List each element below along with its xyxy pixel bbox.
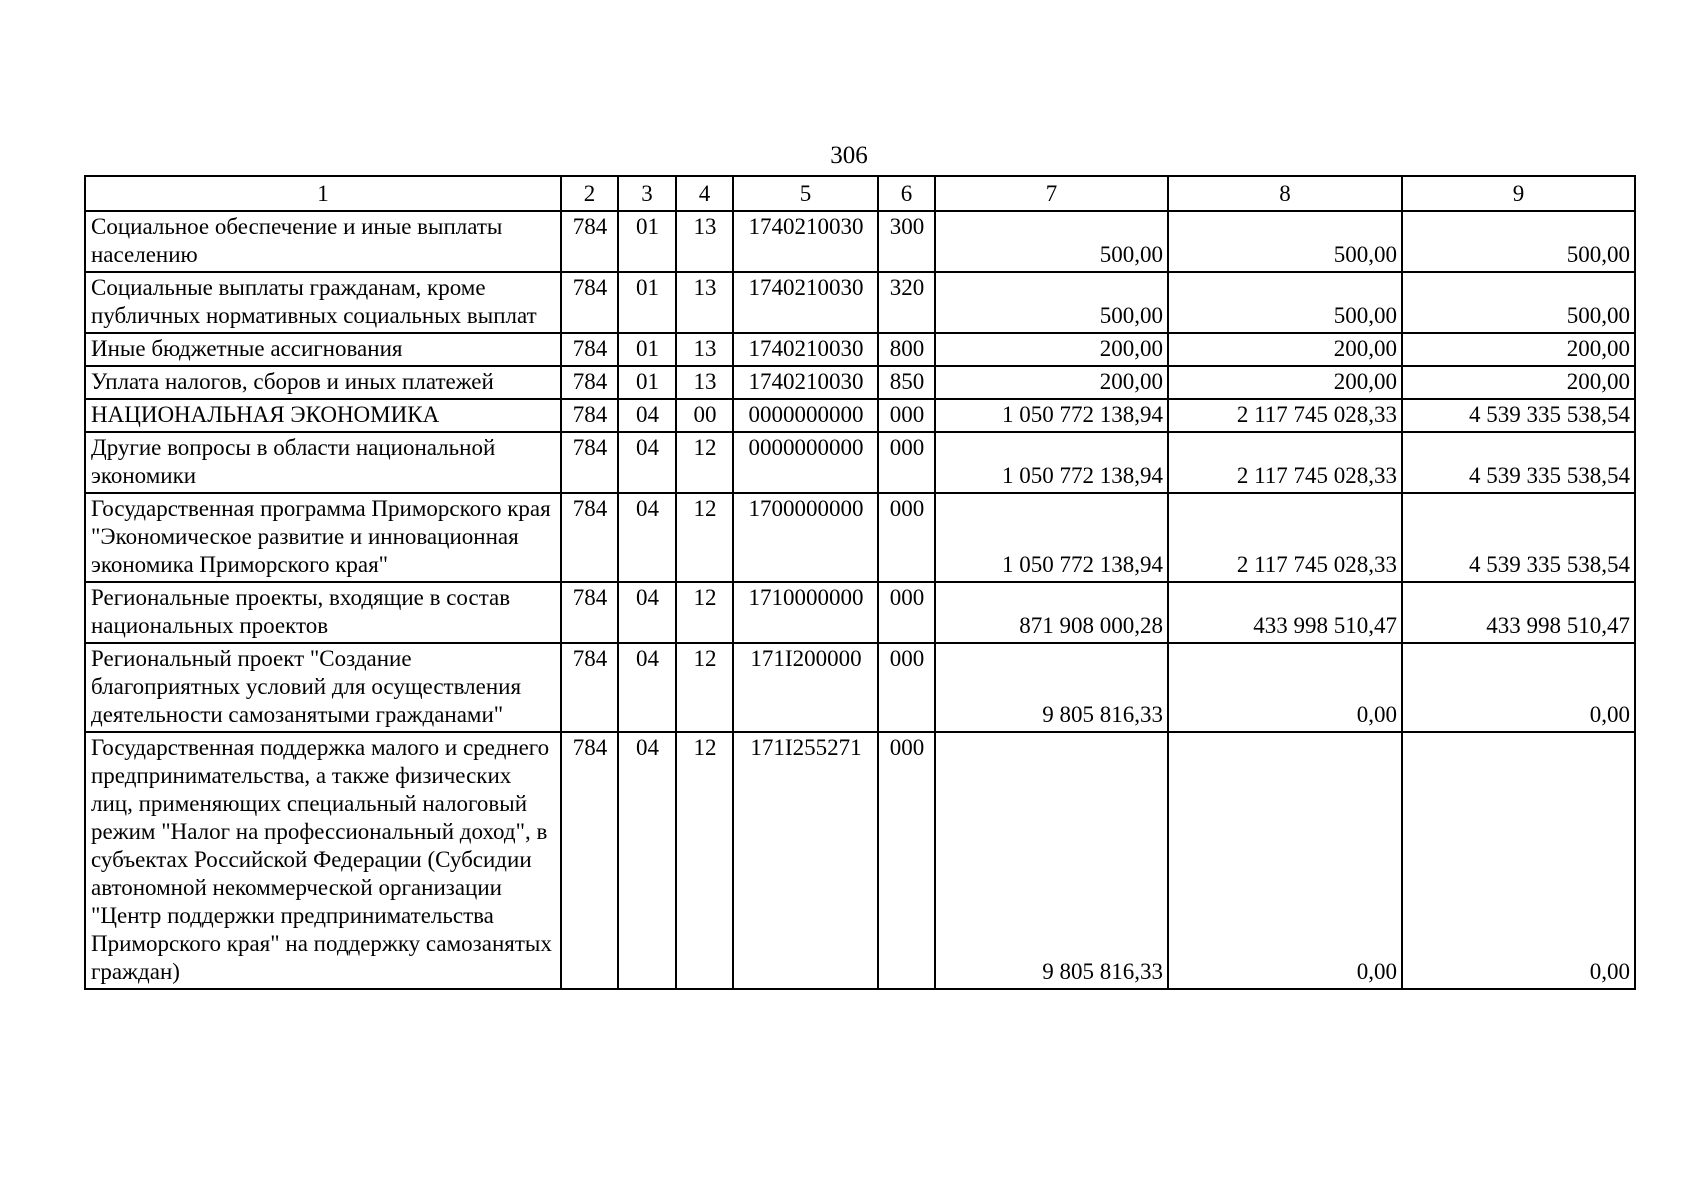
- column-header: 1: [85, 176, 561, 211]
- item-name: Региональные проекты, входящие в состав национальных проектов: [85, 582, 561, 643]
- amount-col-9: 4 539 335 538,54: [1402, 399, 1635, 432]
- amount-col-9: 200,00: [1402, 366, 1635, 399]
- code-vr: 800: [878, 333, 935, 366]
- item-name: Региональный проект "Создание благоприятных условий для осуществления деятельности самозанятыми гражданами": [85, 643, 561, 732]
- amount-col-9: 4 539 335 538,54: [1402, 432, 1635, 493]
- code-rz: 04: [618, 732, 676, 989]
- column-header: 2: [561, 176, 618, 211]
- table-row: [85, 272, 1635, 333]
- amount-col-8: 500,00: [1168, 211, 1402, 272]
- code-rz: 01: [618, 211, 676, 272]
- table-row: [85, 643, 1635, 732]
- amount-col-8: 0,00: [1168, 643, 1402, 732]
- code-gr: 784: [561, 732, 618, 989]
- amount-col-7: 871 908 000,28: [935, 582, 1168, 643]
- code-vr: 850: [878, 366, 935, 399]
- code-pr: 13: [676, 366, 733, 399]
- code-pr: 13: [676, 272, 733, 333]
- code-gr: 784: [561, 366, 618, 399]
- table-row: [85, 493, 1635, 582]
- table-row: [85, 399, 1635, 432]
- code-gr: 784: [561, 582, 618, 643]
- amount-col-9: 433 998 510,47: [1402, 582, 1635, 643]
- amount-col-7: 1 050 772 138,94: [935, 432, 1168, 493]
- item-name: Государственная поддержка малого и среднего предпринимательства, а также физических лиц, применяющих специальный налоговый режим "Налог на профессиональный доход", в субъектах Российской Федерации (Субсидии автономной некоммерческой организации "Центр поддержки предпринимательства Приморского края" на поддержку самозанятых граждан): [85, 732, 561, 989]
- code-csr: 1740210030: [733, 211, 878, 272]
- amount-col-8: 2 117 745 028,33: [1168, 432, 1402, 493]
- table-header-row: [85, 176, 1635, 211]
- code-csr: 1740210030: [733, 272, 878, 333]
- amount-col-8: 200,00: [1168, 366, 1402, 399]
- code-rz: 04: [618, 582, 676, 643]
- code-vr: 000: [878, 432, 935, 493]
- amount-col-8: 2 117 745 028,33: [1168, 399, 1402, 432]
- amount-col-9: 0,00: [1402, 732, 1635, 989]
- code-rz: 01: [618, 272, 676, 333]
- code-csr: 1710000000: [733, 582, 878, 643]
- code-rz: 01: [618, 333, 676, 366]
- budget-table: [84, 175, 1636, 990]
- amount-col-9: 500,00: [1402, 272, 1635, 333]
- amount-col-9: 500,00: [1402, 211, 1635, 272]
- amount-col-7: 500,00: [935, 211, 1168, 272]
- code-pr: 13: [676, 211, 733, 272]
- code-rz: 04: [618, 643, 676, 732]
- code-gr: 784: [561, 493, 618, 582]
- code-pr: 12: [676, 432, 733, 493]
- table-body: [85, 211, 1635, 989]
- amount-col-7: 200,00: [935, 333, 1168, 366]
- table-row: [85, 732, 1635, 989]
- code-vr: 000: [878, 399, 935, 432]
- column-header: 3: [618, 176, 676, 211]
- column-header: 7: [935, 176, 1168, 211]
- item-name: Государственная программа Приморского края "Экономическое развитие и инновационная экономика Приморского края": [85, 493, 561, 582]
- code-csr: 0000000000: [733, 432, 878, 493]
- amount-col-9: 4 539 335 538,54: [1402, 493, 1635, 582]
- item-name: Уплата налогов, сборов и иных платежей: [85, 366, 561, 399]
- column-header: 8: [1168, 176, 1402, 211]
- table-row: [85, 333, 1635, 366]
- column-header: 9: [1402, 176, 1635, 211]
- code-pr: 12: [676, 643, 733, 732]
- code-csr: 171I200000: [733, 643, 878, 732]
- code-vr: 320: [878, 272, 935, 333]
- amount-col-9: 200,00: [1402, 333, 1635, 366]
- code-rz: 04: [618, 493, 676, 582]
- code-pr: 12: [676, 582, 733, 643]
- table-row: [85, 366, 1635, 399]
- amount-col-8: 2 117 745 028,33: [1168, 493, 1402, 582]
- amount-col-7: 1 050 772 138,94: [935, 399, 1168, 432]
- code-rz: 04: [618, 399, 676, 432]
- amount-col-8: 500,00: [1168, 272, 1402, 333]
- code-gr: 784: [561, 399, 618, 432]
- amount-col-9: 0,00: [1402, 643, 1635, 732]
- table-row: [85, 432, 1635, 493]
- code-pr: 13: [676, 333, 733, 366]
- code-csr: 171I255271: [733, 732, 878, 989]
- amount-col-7: 1 050 772 138,94: [935, 493, 1168, 582]
- item-name: НАЦИОНАЛЬНАЯ ЭКОНОМИКА: [85, 399, 561, 432]
- amount-col-8: 0,00: [1168, 732, 1402, 989]
- code-vr: 000: [878, 582, 935, 643]
- code-pr: 12: [676, 732, 733, 989]
- amount-col-7: 9 805 816,33: [935, 732, 1168, 989]
- code-rz: 01: [618, 366, 676, 399]
- code-vr: 000: [878, 643, 935, 732]
- code-pr: 00: [676, 399, 733, 432]
- code-rz: 04: [618, 432, 676, 493]
- table-row: [85, 582, 1635, 643]
- amount-col-8: 433 998 510,47: [1168, 582, 1402, 643]
- item-name: Социальное обеспечение и иные выплаты населению: [85, 211, 561, 272]
- code-vr: 300: [878, 211, 935, 272]
- table-row: [85, 211, 1635, 272]
- code-gr: 784: [561, 272, 618, 333]
- column-header: 4: [676, 176, 733, 211]
- column-header: 5: [733, 176, 878, 211]
- code-vr: 000: [878, 732, 935, 989]
- code-gr: 784: [561, 211, 618, 272]
- item-name: Иные бюджетные ассигнования: [85, 333, 561, 366]
- item-name: Другие вопросы в области национальной экономики: [85, 432, 561, 493]
- amount-col-7: 9 805 816,33: [935, 643, 1168, 732]
- page-number: 306: [830, 142, 868, 169]
- amount-col-7: 500,00: [935, 272, 1168, 333]
- item-name: Социальные выплаты гражданам, кроме публичных нормативных социальных выплат: [85, 272, 561, 333]
- code-vr: 000: [878, 493, 935, 582]
- amount-col-7: 200,00: [935, 366, 1168, 399]
- code-gr: 784: [561, 643, 618, 732]
- code-pr: 12: [676, 493, 733, 582]
- amount-col-8: 200,00: [1168, 333, 1402, 366]
- code-gr: 784: [561, 333, 618, 366]
- code-csr: 1740210030: [733, 366, 878, 399]
- code-gr: 784: [561, 432, 618, 493]
- column-header: 6: [878, 176, 935, 211]
- code-csr: 1700000000: [733, 493, 878, 582]
- code-csr: 0000000000: [733, 399, 878, 432]
- code-csr: 1740210030: [733, 333, 878, 366]
